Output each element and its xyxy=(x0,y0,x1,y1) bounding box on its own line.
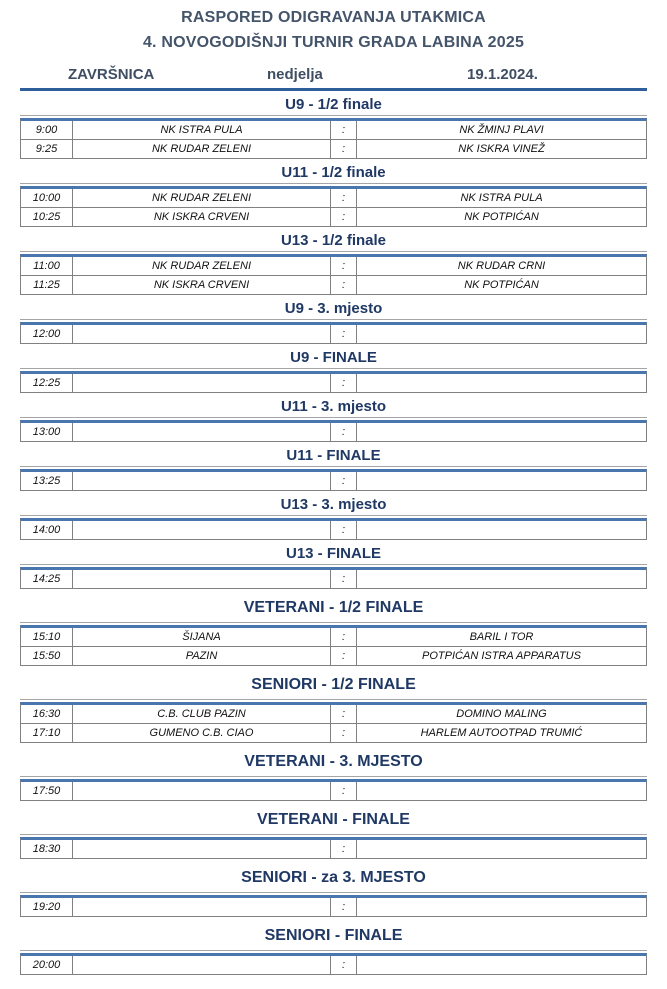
colon-separator: : xyxy=(331,570,357,588)
home-team: GUMENO C.B. CIAO xyxy=(73,724,331,742)
home-team xyxy=(73,898,331,916)
home-team xyxy=(73,472,331,490)
away-team: DOMINO MALING xyxy=(456,708,547,720)
home-team: NK RUDAR ZELENI xyxy=(73,257,331,275)
home-team xyxy=(73,374,331,392)
home-team xyxy=(73,325,331,343)
section-title: U13 - 1/2 finale xyxy=(280,232,387,249)
home-team xyxy=(73,570,331,588)
home-team xyxy=(73,956,331,974)
home-team: NK ISKRA CRVENI xyxy=(73,276,331,294)
match-time: 13:25 xyxy=(21,472,73,490)
schedule-table xyxy=(20,469,647,491)
colon-separator: : xyxy=(331,423,357,441)
away-team xyxy=(357,782,646,800)
away-team: HARLEM AUTOOTPAD TRUMIĆ xyxy=(420,727,583,739)
match-row xyxy=(21,472,646,490)
section-title: U9 - 3. mjesto xyxy=(284,300,383,317)
section-title: U9 - FINALE xyxy=(290,349,377,366)
stage-label: ZAVRŠNICA xyxy=(68,66,155,83)
section-seniori-semifinal xyxy=(20,675,647,743)
home-team xyxy=(73,521,331,539)
match-time: 10:00 xyxy=(21,189,73,207)
section-title: U9 - 1/2 finale xyxy=(285,96,382,113)
stage-header-row xyxy=(20,66,647,86)
colon-separator: : xyxy=(331,374,357,392)
section-u11-final xyxy=(20,447,647,491)
section-title: U11 - 1/2 finale xyxy=(281,164,386,181)
home-team xyxy=(73,782,331,800)
section-title: U11 - 3. mjesto xyxy=(280,398,387,415)
home-team: NK ISKRA CRVENI xyxy=(73,208,331,226)
match-row xyxy=(21,646,646,665)
schedule-table xyxy=(20,254,647,295)
match-time: 14:00 xyxy=(21,521,73,539)
match-row xyxy=(21,840,646,858)
colon-separator: : xyxy=(331,705,357,723)
match-row xyxy=(21,121,646,139)
colon-separator: : xyxy=(331,840,357,858)
match-time: 12:25 xyxy=(21,374,73,392)
day-label: nedjelja xyxy=(267,66,323,83)
section-veterani-semifinal xyxy=(20,598,647,666)
section-title: SENIORI - FINALE xyxy=(264,927,403,944)
match-time: 11:25 xyxy=(21,276,73,294)
colon-separator: : xyxy=(331,276,357,294)
away-team: NK ISTRA PULA xyxy=(460,192,543,204)
colon-separator: : xyxy=(331,898,357,916)
match-row xyxy=(21,570,646,588)
colon-separator: : xyxy=(331,325,357,343)
match-row xyxy=(21,139,646,158)
away-team: NK ŽMINJ PLAVI xyxy=(459,124,544,136)
colon-separator: : xyxy=(331,724,357,742)
section-u13-final xyxy=(20,545,647,589)
away-team xyxy=(357,898,646,916)
away-team: NK POTPIĆAN xyxy=(464,279,539,291)
match-time: 20:00 xyxy=(21,956,73,974)
match-row xyxy=(21,956,646,974)
match-row xyxy=(21,628,646,646)
section-u11-semifinal xyxy=(20,164,647,227)
match-time: 9:00 xyxy=(21,121,73,139)
schedule-table xyxy=(20,186,647,227)
schedule-table xyxy=(20,779,647,801)
section-u9-third-place xyxy=(20,300,647,344)
section-title: U13 - 3. mjesto xyxy=(280,496,387,513)
schedule-table xyxy=(20,702,647,743)
colon-separator: : xyxy=(331,140,357,158)
away-team xyxy=(357,521,646,539)
section-veterani-final xyxy=(20,810,647,859)
section-title: VETERANI - FINALE xyxy=(257,811,410,828)
section-u9-semifinal xyxy=(20,96,647,159)
home-team: NK ISTRA PULA xyxy=(73,121,331,139)
section-veterani-third-place xyxy=(20,752,647,801)
page-title: RASPORED ODIGRAVANJA UTAKMICA xyxy=(181,9,486,26)
away-team xyxy=(357,374,646,392)
home-team: NK RUDAR ZELENI xyxy=(73,189,331,207)
header-divider xyxy=(20,88,647,91)
colon-separator: : xyxy=(331,257,357,275)
colon-separator: : xyxy=(331,208,357,226)
match-row xyxy=(21,275,646,294)
section-u11-third-place xyxy=(20,398,647,442)
schedule-table xyxy=(20,567,647,589)
date-label: 19.1.2024. xyxy=(467,66,538,83)
colon-separator: : xyxy=(331,782,357,800)
match-time: 16:30 xyxy=(21,705,73,723)
schedule-table xyxy=(20,322,647,344)
match-row xyxy=(21,723,646,742)
away-team: BARIL I TOR xyxy=(469,631,534,643)
section-u13-third-place xyxy=(20,496,647,540)
section-title: VETERANI - 3. MJESTO xyxy=(244,753,423,770)
away-team: NK ISKRA VINEŽ xyxy=(458,143,545,155)
colon-separator: : xyxy=(331,521,357,539)
home-team xyxy=(73,423,331,441)
match-time: 12:00 xyxy=(21,325,73,343)
section-title: SENIORI - 1/2 FINALE xyxy=(251,676,416,693)
section-title: VETERANI - 1/2 FINALE xyxy=(243,599,424,616)
match-time: 19:20 xyxy=(21,898,73,916)
home-team xyxy=(73,840,331,858)
schedule-table xyxy=(20,895,647,917)
schedule-table xyxy=(20,953,647,975)
away-team xyxy=(357,956,646,974)
match-row xyxy=(21,207,646,226)
match-time: 10:25 xyxy=(21,208,73,226)
away-team xyxy=(357,472,646,490)
match-time: 9:25 xyxy=(21,140,73,158)
home-team: NK RUDAR ZELENI xyxy=(73,140,331,158)
away-team xyxy=(357,423,646,441)
match-time: 18:30 xyxy=(21,840,73,858)
match-row xyxy=(21,705,646,723)
home-team: C.B. CLUB PAZIN xyxy=(73,705,331,723)
away-team xyxy=(357,840,646,858)
away-team: NK RUDAR CRNI xyxy=(457,260,546,272)
schedule-table xyxy=(20,625,647,666)
colon-separator: : xyxy=(331,472,357,490)
section-title: U11 - FINALE xyxy=(286,447,381,464)
page-subtitle: 4. NOVOGODIŠNJI TURNIR GRADA LABINA 2025 xyxy=(142,34,525,51)
match-time: 14:25 xyxy=(21,570,73,588)
match-row xyxy=(21,325,646,343)
schedule-table xyxy=(20,371,647,393)
colon-separator: : xyxy=(331,121,357,139)
match-row xyxy=(21,374,646,392)
away-team xyxy=(357,325,646,343)
match-time: 13:00 xyxy=(21,423,73,441)
away-team: NK POTPIĆAN xyxy=(464,211,539,223)
match-row xyxy=(21,782,646,800)
match-row xyxy=(21,521,646,539)
section-u9-final xyxy=(20,349,647,393)
match-time: 11:00 xyxy=(21,257,73,275)
colon-separator: : xyxy=(331,189,357,207)
away-team xyxy=(357,570,646,588)
colon-separator: : xyxy=(331,956,357,974)
home-team: ŠIJANA xyxy=(73,628,331,646)
match-row xyxy=(21,423,646,441)
match-row xyxy=(21,189,646,207)
away-team: POTPIĆAN ISTRA APPARATUS xyxy=(422,650,581,662)
section-title: U13 - FINALE xyxy=(285,545,381,562)
match-row xyxy=(21,257,646,275)
schedule-table xyxy=(20,420,647,442)
section-seniori-third-place xyxy=(20,868,647,917)
schedule-table xyxy=(20,118,647,159)
schedule-table xyxy=(20,837,647,859)
section-seniori-final xyxy=(20,926,647,975)
section-u13-semifinal xyxy=(20,232,647,295)
home-team: PAZIN xyxy=(73,647,331,665)
match-time: 15:50 xyxy=(21,647,73,665)
schedule-table xyxy=(20,518,647,540)
match-time: 17:50 xyxy=(21,782,73,800)
match-row xyxy=(21,898,646,916)
section-title: SENIORI - za 3. MJESTO xyxy=(241,869,426,886)
colon-separator: : xyxy=(331,647,357,665)
colon-separator: : xyxy=(331,628,357,646)
match-time: 15:10 xyxy=(21,628,73,646)
match-time: 17:10 xyxy=(21,724,73,742)
